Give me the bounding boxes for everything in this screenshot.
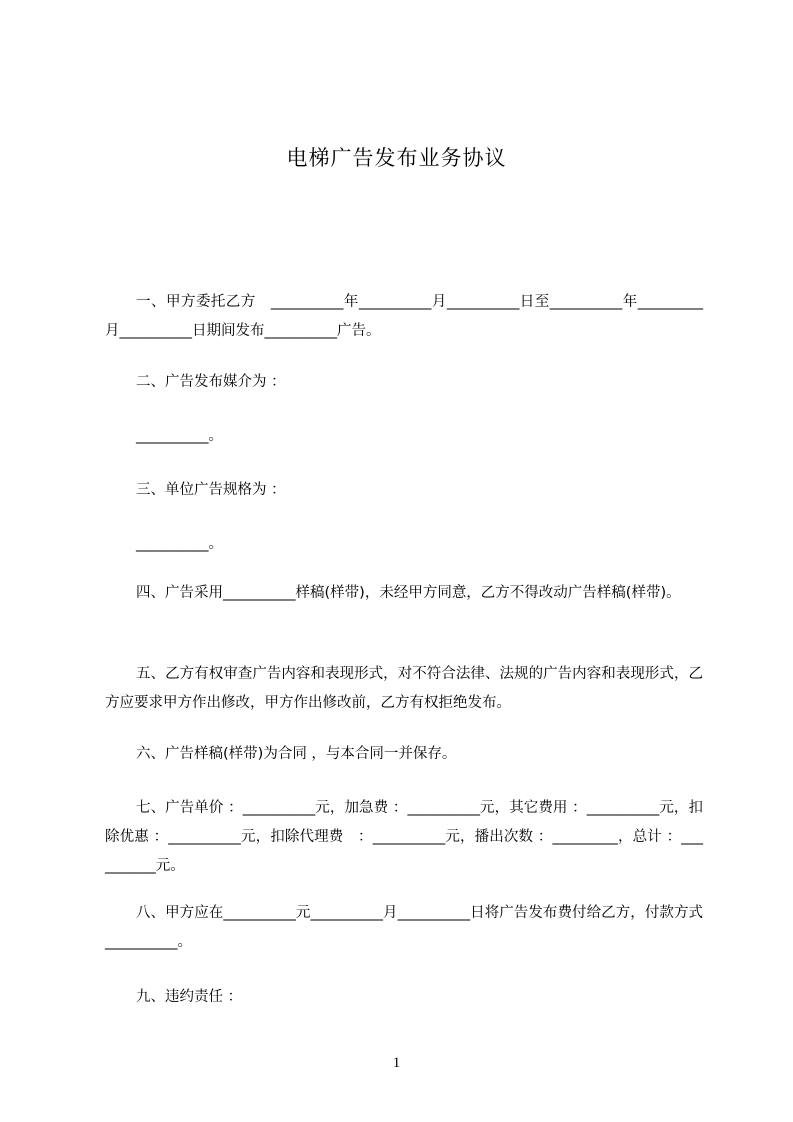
clause-2-heading: 二、广告发布媒介为 ： — [136, 374, 286, 390]
clause-7: 七、广告单价 ：__________元，加急费 ：__________元，其它费用 ：__________元，扣除优惠 ：__________元，扣除代理费 ：__________元，播出次数 ：_________，总计 ：__________元。 — [105, 800, 703, 874]
clause-3-heading: 三、单位广告规格为 ： — [136, 482, 286, 498]
clause-9-heading: 九、违约责任 ： — [136, 989, 243, 1005]
clause-8: 八、甲方应在__________元__________月__________日将广告发布费付给乙方，付款方式__________。 — [105, 905, 703, 950]
clause-5: 五、乙方有权审查广告内容和表现形式，对不符合法律、法规的广告内容和表现形式，乙方应要求甲方作出修改，甲方作出修改前，乙方有权拒绝发布。 — [105, 666, 703, 711]
clause-4: 四、广告采用__________样稿(样带)，未经甲方同意，乙方不得改动广告样稿(样带)。 — [136, 585, 681, 601]
clause-2-blank: __________。 — [136, 428, 223, 444]
document-title: 电梯广告发布业务协议 — [286, 146, 507, 170]
clause-6: 六、广告样稿(样带)为合同 ，与本合同一并保存。 — [136, 746, 457, 762]
clause-3-blank: __________。 — [136, 536, 223, 552]
page-number: 1 — [392, 1055, 401, 1071]
clause-1: 一、甲方委托乙方 __________年__________月__________日至__________年_________月__________日期间发布__________广告。 — [105, 294, 703, 339]
